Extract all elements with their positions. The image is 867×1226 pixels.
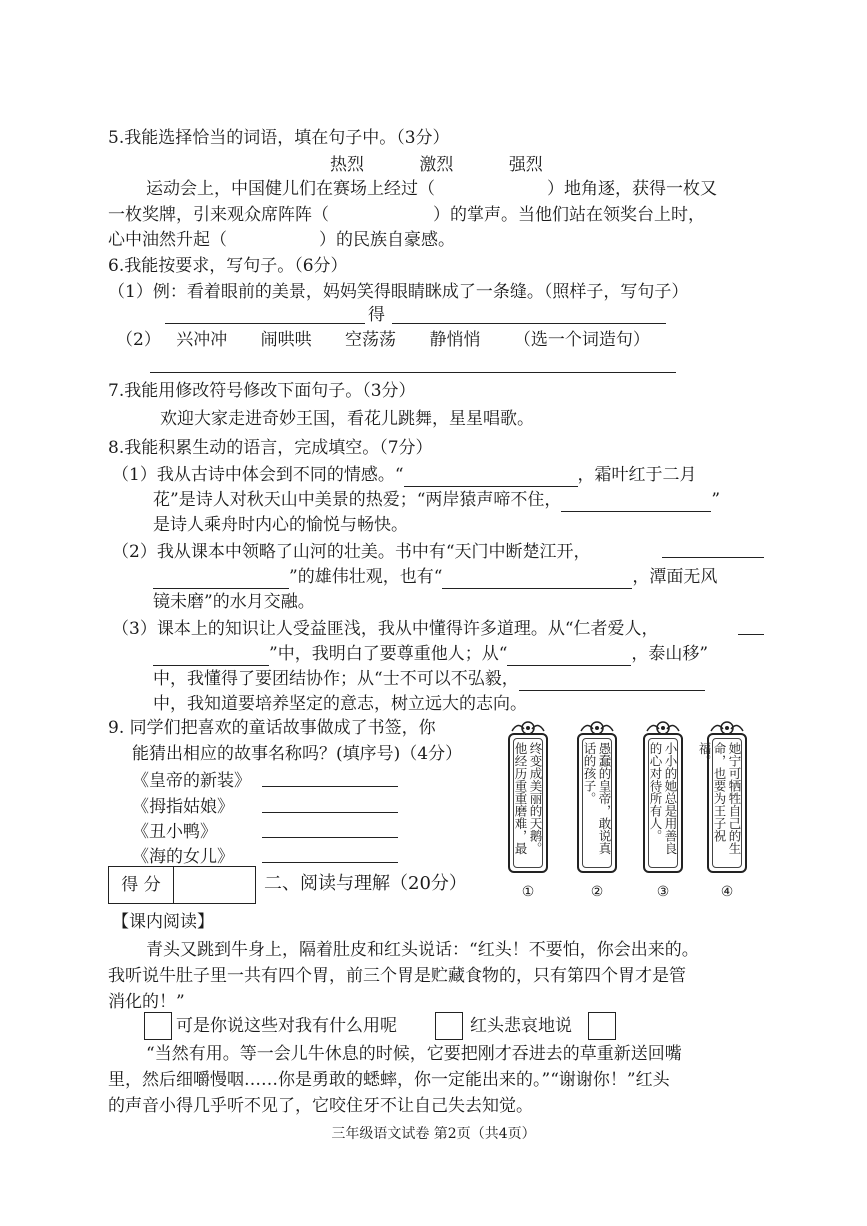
- bookmark-2: [577, 733, 617, 873]
- bookmark-4-text: 她宁可牺牲自己的生命，也要为王子祝福。: [697, 742, 742, 855]
- bookmark-3-text: 小小的她总是用善良的心对待所有人。: [648, 742, 678, 855]
- q6-answer-line-2[interactable]: [150, 372, 676, 373]
- q6-word-1: 兴冲冲: [176, 330, 228, 350]
- q6-word-2: 闹哄哄: [260, 330, 312, 350]
- q8-i3-text-d: 中，我懂得了要团结协作；从“士不可以不弘毅，: [153, 669, 519, 689]
- q5-title: 5.我能选择恰当的词语，填在句子中。（3分）: [108, 128, 450, 148]
- q8-i2-text-a: （2）我从课本中领略了山河的壮美。书中有“天门中断楚江开，: [112, 542, 591, 562]
- q8-blank-5a[interactable]: [738, 634, 764, 635]
- q8-blank-3a[interactable]: [662, 557, 764, 558]
- q7-title: 7.我能用修改符号修改下面句子。（3分）: [108, 381, 416, 401]
- q9-blank-1[interactable]: [262, 786, 398, 787]
- bookmark-1-num: ①: [521, 884, 535, 900]
- bookmark-2-text: 愚蠢的皇帝，敢说真话的孩子。: [582, 742, 612, 855]
- q9-title-line1: 9. 同学们把喜欢的童话故事做成了书签，你: [108, 718, 436, 738]
- q9-story-2: 《拇指姑娘》: [132, 797, 234, 817]
- reading-label: 【课内阅读】: [112, 912, 214, 932]
- q8-i3-text-a: （3）课本上的知识让人受益匪浅，我从中懂得许多道理。从“仁者爱人，: [112, 619, 659, 639]
- q8-item3-line3: [153, 667, 705, 691]
- reading-p3-line1: “当然有用。等一会儿牛休息的时候，它要把刚才吞进去的草重新送回嘴: [146, 1044, 682, 1064]
- q5-line-3a: 心中油然升起（: [108, 230, 227, 250]
- page-footer: 三年级语文试卷 第2页（共4页）: [331, 1126, 536, 1142]
- score-label: 得 分: [109, 867, 174, 903]
- punctuation-box-1[interactable]: [144, 1012, 172, 1040]
- q8-item3-line1: [112, 617, 659, 641]
- q6-word-3: 空荡荡: [345, 330, 397, 350]
- q6-item-2: [116, 328, 650, 352]
- bookmark-1-text: 终变成美丽的天鹅。他经历重重磨难，最: [513, 742, 543, 855]
- q8-item1-line3: 是诗人乘舟时内心的愉悦与畅快。: [153, 515, 408, 535]
- q8-blank-7[interactable]: [519, 670, 705, 691]
- q6-word-4: 静悄悄: [429, 330, 481, 350]
- flower-ornament-icon: [645, 719, 681, 737]
- reading-p2-text-b: 红头悲哀地说: [470, 1016, 572, 1036]
- flower-ornament-icon: [579, 719, 615, 737]
- q5-option-2: 激烈: [419, 155, 454, 175]
- q9-blank-4[interactable]: [262, 862, 398, 863]
- reading-p3-line2: 里，然后细嚼慢咽……你是勇敢的蟋蟀，你一定能出来的。”“谢谢你！”红头: [108, 1070, 670, 1090]
- q8-i2-text-c: ，潭面无风: [632, 567, 718, 587]
- q6-item-2-note: （选一个词造句）: [513, 330, 650, 350]
- bookmark-2-num: ②: [590, 884, 604, 900]
- q9-blank-3[interactable]: [262, 837, 398, 838]
- q8-blank-3b[interactable]: [153, 568, 289, 589]
- q5-line-2b: ）的掌声。当他们站在领奖台上时，: [433, 205, 705, 225]
- q8-item3-line4: 中，我知道要培养坚定的意志，树立远大的志向。: [153, 694, 527, 714]
- q8-i1-text-b: ，霜叶红于二月: [577, 465, 697, 485]
- q8-item1-line1: [112, 463, 697, 487]
- q5-option-1: 热烈: [330, 155, 364, 175]
- q5-line-1b: ）地角逐，获得一枚又: [547, 179, 717, 199]
- q8-item3-line2: [153, 642, 708, 666]
- reading-p2-text-a: 可是你说这些对我有什么用呢: [176, 1016, 397, 1036]
- q8-blank-4[interactable]: [442, 568, 632, 589]
- q5-line-1a: 运动会上，中国健儿们在赛场上经过（: [146, 179, 435, 199]
- q8-title: 8.我能积累生动的语言，完成填空。（7分）: [108, 438, 433, 458]
- q8-item2-line1: [112, 540, 591, 564]
- q9-title-line2: 能猜出相应的故事名称吗？(填序号)（4分）: [132, 744, 463, 764]
- q6-answer-line-1a[interactable]: [165, 323, 365, 324]
- q8-item2-line2: [153, 565, 717, 589]
- punctuation-box-2[interactable]: [435, 1012, 463, 1040]
- q8-blank-1[interactable]: [404, 466, 578, 487]
- q8-i2-text-b: ”的雄伟壮观，也有“: [289, 567, 443, 587]
- bookmark-4: [697, 733, 747, 873]
- flower-ornament-icon: [709, 719, 745, 737]
- q8-i3-text-b: ”中，我明白了要尊重他人；从“: [269, 644, 508, 664]
- q7-sentence: 欢迎大家走进奇妙王国，看花儿跳舞，星星唱歌。: [160, 409, 534, 429]
- score-box: [108, 866, 256, 904]
- q8-i1-text-c: 花”是诗人对秋天山中美景的热爱；“两岸猿声啼不住，: [153, 490, 562, 510]
- q5-line-2a: 一枚奖牌，引来观众席阵阵（: [108, 205, 329, 225]
- q8-item1-line2: [153, 488, 720, 512]
- q6-item-1: （1）例：看着眼前的美景，妈妈笑得眼睛眯成了一条缝。（照样子，写句子）: [108, 282, 689, 302]
- q5-line-2: [108, 203, 705, 227]
- q8-item2-line3: 镜未磨”的水月交融。: [153, 592, 315, 612]
- q5-line-1: [146, 177, 717, 201]
- reading-p1-line2: 我听说牛肚子里一共有四个胃，前三个胃是贮藏食物的，只有第四个胃才是管: [108, 966, 686, 986]
- bookmark-1: [508, 733, 548, 873]
- q8-blank-6[interactable]: [507, 645, 631, 666]
- q9-story-3: 《丑小鸭》: [132, 822, 217, 842]
- reading-p3-line3: 的声音小得几乎听不见了，它咬住牙不让自己失去知觉。: [108, 1096, 533, 1116]
- q8-i1-text-d: ”: [711, 490, 721, 510]
- bookmark-4-num: ④: [720, 884, 734, 900]
- flower-ornament-icon: [510, 719, 546, 737]
- reading-p1-line1: 青头又跳到牛身上，隔着肚皮和红头说话：“红头！不要怕，你会出来的。: [146, 940, 699, 960]
- q6-title: 6.我能按要求，写句子。（6分）: [108, 256, 348, 276]
- q5-option-3: 强烈: [508, 155, 543, 175]
- q8-blank-2[interactable]: [561, 491, 711, 512]
- q8-i1-text-a: （1）我从古诗中体会到不同的情感。“: [112, 465, 404, 485]
- q8-blank-5b[interactable]: [153, 645, 269, 666]
- q5-line-3b: ）的民族自豪感。: [319, 230, 455, 250]
- q6-answer-line-1b[interactable]: [392, 323, 666, 324]
- q5-options: [330, 153, 571, 177]
- q5-line-3: [108, 228, 455, 252]
- section2-title: 二、阅读与理解（20分）: [264, 873, 467, 894]
- bookmark-3: [643, 733, 683, 873]
- q6-item-2-num: （2）: [116, 330, 161, 350]
- q8-i3-text-c: ，泰山移”: [631, 644, 709, 664]
- reading-p1-line3: 消化的！”: [108, 992, 185, 1012]
- q9-blank-2[interactable]: [262, 812, 398, 813]
- q9-story-4: 《海的女儿》: [132, 847, 234, 867]
- bookmark-3-num: ③: [656, 884, 670, 900]
- q6-de: 得: [368, 305, 385, 325]
- q9-story-1: 《皇帝的新装》: [132, 771, 251, 791]
- punctuation-box-3[interactable]: [588, 1012, 616, 1040]
